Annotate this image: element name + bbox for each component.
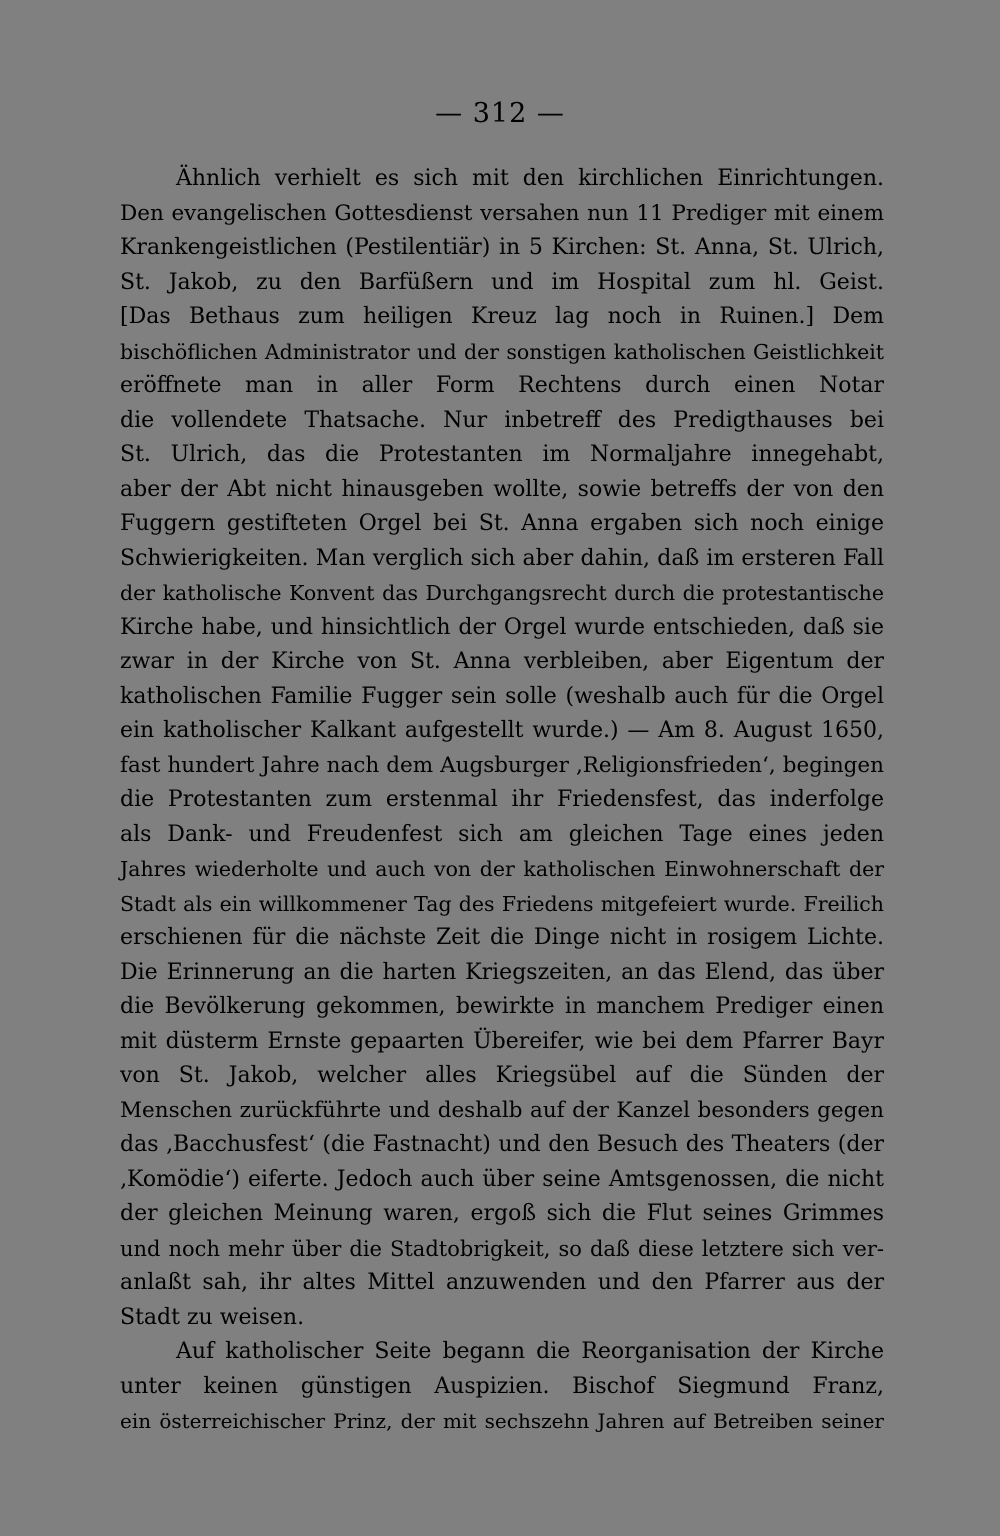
text-line: Krankengeistlichen (Pestilentiär) in 5 Kirchen: St. Anna, St. Ulrich,: [120, 235, 884, 260]
text-line: [Das Bethaus zum heiligen Kreuz lag noch in Ruinen.] Dem: [120, 304, 884, 329]
text-line: zwar in der Kirche von St. Anna verbleiben, aber Eigentum der: [120, 649, 884, 674]
text-line: katholischen Familie Fugger sein solle (weshalb auch für die Orgel: [120, 683, 884, 709]
text-line: Jahres wiederholte und auch von der katholischen Einwohnerschaft der: [120, 857, 884, 881]
text-line: und noch mehr über die Stadtobrigkeit, so daß diese letztere sich ver-: [120, 1236, 884, 1261]
text-line: der gleichen Meinung waren, ergoß sich die Flut seines Grimmes: [120, 1201, 884, 1226]
text-line: ein katholischer Kalkant aufgestellt wurde.) — Am 8. August 1650,: [120, 718, 884, 743]
text-line: Die Erinnerung an die harten Kriegszeiten, an das Elend, das über: [120, 959, 884, 985]
text-line: bischöflichen Administrator und der sonstigen katholischen Geistlichkeit: [120, 339, 884, 364]
text-line: Kirche habe, und hinsichtlich der Orgel wurde entschieden, daß sie: [120, 614, 884, 640]
text-line: unter keinen günstigen Auspizien. Bischof Siegmund Franz,: [120, 1373, 884, 1399]
text-line: von St. Jakob, welcher alles Kriegsübel auf die Sünden der: [120, 1063, 884, 1088]
text-line: die Protestanten zum erstenmal ihr Friedensfest, das inderfolge: [120, 787, 884, 812]
text-line: ein österreichischer Prinz, der mit sechszehn Jahren auf Betreiben seiner: [120, 1409, 884, 1433]
text-line: aber der Abt nicht hinausgeben wollte, sowie betreffs der von den: [120, 476, 884, 502]
text-line: mit düsterm Ernste gepaarten Übereifer, wie bei dem Pfarrer Bayr: [120, 1028, 884, 1054]
text-line: Menschen zurückführte und deshalb auf der Kanzel besonders gegen: [120, 1097, 884, 1123]
text-line: Auf katholischer Seite begann die Reorganisation der Kirche: [176, 1339, 884, 1364]
body-text: [120, 162, 884, 1439]
text-line: St. Ulrich, das die Protestanten im Normaljahre innegehabt,: [120, 442, 884, 467]
text-line: St. Jakob, zu den Barfüßern und im Hospital zum hl. Geist.: [120, 269, 884, 295]
text-line: das ‚Bacchusfest‘ (die Fastnacht) und den Besuch des Theaters (der: [120, 1132, 884, 1157]
page-number: — 312 —: [435, 98, 565, 129]
text-line: der katholische Konvent das Durchgangsrecht durch die protestantische: [120, 581, 884, 605]
text-line: die Bevölkerung gekommen, bewirkte in manchem Prediger einen: [120, 994, 884, 1019]
text-line: als Dank- und Freudenfest sich am gleichen Tage eines jeden: [120, 821, 884, 847]
text-line: Fuggern gestifteten Orgel bei St. Anna ergaben sich noch einige: [120, 511, 884, 536]
text-line: eröffnete man in aller Form Rechtens durch einen Notar: [120, 373, 884, 398]
text-line: Stadt als ein willkommener Tag des Friedens mitgefeiert wurde. Freilich: [120, 891, 884, 916]
text-line: Ähnlich verhielt es sich mit den kirchlichen Einrichtungen.: [176, 166, 884, 191]
text-line: Stadt zu weisen.: [120, 1304, 305, 1330]
text-line: Den evangelischen Gottesdienst versahen nun 11 Prediger mit einem: [120, 200, 884, 226]
text-line: fast hundert Jahre nach dem Augsburger ‚Religionsfrieden‘, begingen: [120, 752, 884, 778]
text-line: anlaßt sah, ihr altes Mittel anzuwenden und den Pfarrer aus der: [120, 1270, 884, 1295]
text-line: erschienen für die nächste Zeit die Dinge nicht in rosigem Lichte.: [120, 925, 884, 950]
text-line: Schwierigkeiten. Man verglich sich aber dahin, daß im ersteren Fall: [120, 545, 884, 571]
text-line: die vollendete Thatsache. Nur inbetreff des Predigthauses bei: [120, 407, 884, 433]
text-line: ‚Komödie‘) eiferte. Jedoch auch über seine Amtsgenossen, die nicht: [120, 1166, 884, 1192]
